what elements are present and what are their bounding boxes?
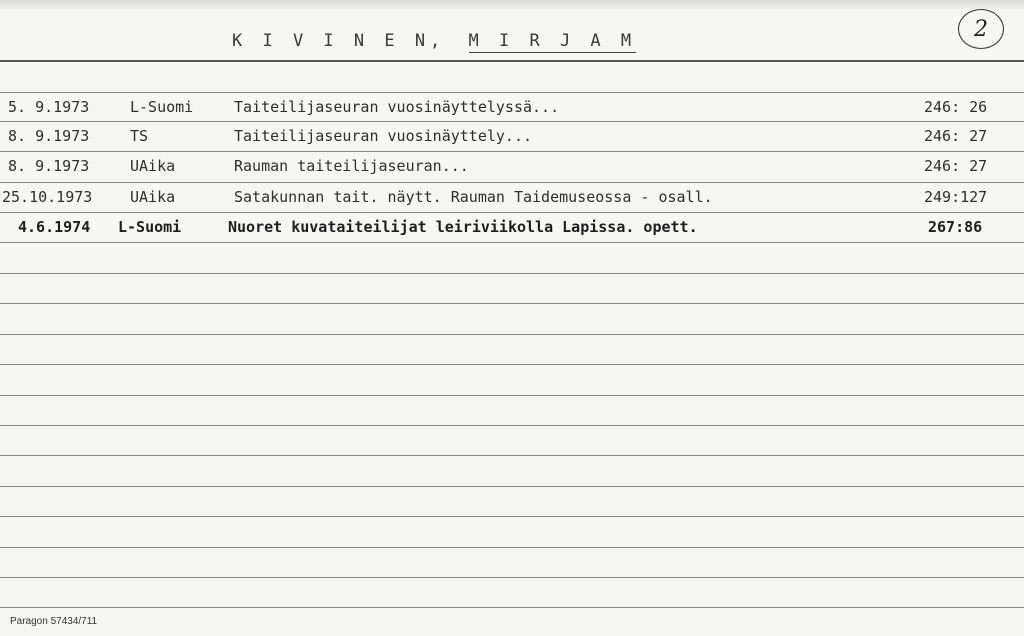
entry-source: L-Suomi — [118, 218, 182, 236]
entry-row — [0, 214, 1024, 240]
card-top-edge — [0, 0, 1024, 9]
entry-date: 8. 9.1973 — [8, 127, 90, 145]
entry-row — [0, 123, 1024, 149]
printer-mark: Paragon 57434/711 — [10, 616, 98, 627]
ruled-line — [0, 121, 1024, 122]
ruled-line — [0, 303, 1024, 304]
entry-row — [0, 153, 1024, 179]
entry-row — [0, 94, 1024, 120]
entry-date: 5. 9.1973 — [8, 98, 90, 116]
firstname: M I R J A M — [468, 31, 637, 51]
ruled-line — [0, 212, 1024, 213]
entry-title: Taiteilijaseuran vuosinäyttelyssä... — [234, 98, 560, 116]
ruled-line — [0, 516, 1024, 517]
entry-date: 4.6.1974 — [18, 218, 91, 236]
entry-ref: 267:86 — [928, 218, 983, 236]
card-number-circle — [958, 9, 1004, 49]
card-number: 2 — [974, 16, 988, 42]
ruled-line — [0, 364, 1024, 365]
header-rule — [0, 60, 1024, 62]
entry-ref: 246: 27 — [924, 127, 988, 145]
entry-row — [0, 184, 1024, 210]
ruled-line — [0, 425, 1024, 426]
entry-ref: 246: 26 — [924, 98, 988, 116]
entry-date: 8. 9.1973 — [8, 157, 90, 175]
ruled-line — [0, 486, 1024, 487]
entry-ref: 246: 27 — [924, 157, 988, 175]
entry-source: L-Suomi — [130, 98, 194, 116]
ruled-line — [0, 547, 1024, 548]
ruled-line — [0, 151, 1024, 152]
entry-date: 25.10.1973 — [2, 188, 93, 206]
entry-source: UAika — [130, 188, 176, 206]
ruled-line — [0, 395, 1024, 396]
ruled-line — [0, 242, 1024, 243]
ruled-line — [0, 607, 1024, 608]
ruled-line — [0, 334, 1024, 335]
ruled-line — [0, 182, 1024, 183]
surname: K I V I N E N, — [232, 31, 446, 51]
entry-title: Satakunnan tait. näytt. Rauman Taidemuseossa - osall. — [234, 188, 713, 206]
entry-source: UAika — [130, 157, 176, 175]
entry-title: Taiteilijaseuran vuosinäyttely... — [234, 127, 533, 145]
ruled-line — [0, 577, 1024, 578]
entry-title: Nuoret kuvataiteilijat leiriviikolla Lapissa. opett. — [228, 218, 698, 236]
ruled-line — [0, 92, 1024, 93]
entry-ref: 249:127 — [924, 188, 988, 206]
entry-source: TS — [130, 127, 149, 145]
entry-title: Rauman taiteilijaseuran... — [234, 157, 469, 175]
ruled-line — [0, 273, 1024, 274]
name-heading — [232, 31, 636, 51]
ruled-line — [0, 455, 1024, 456]
